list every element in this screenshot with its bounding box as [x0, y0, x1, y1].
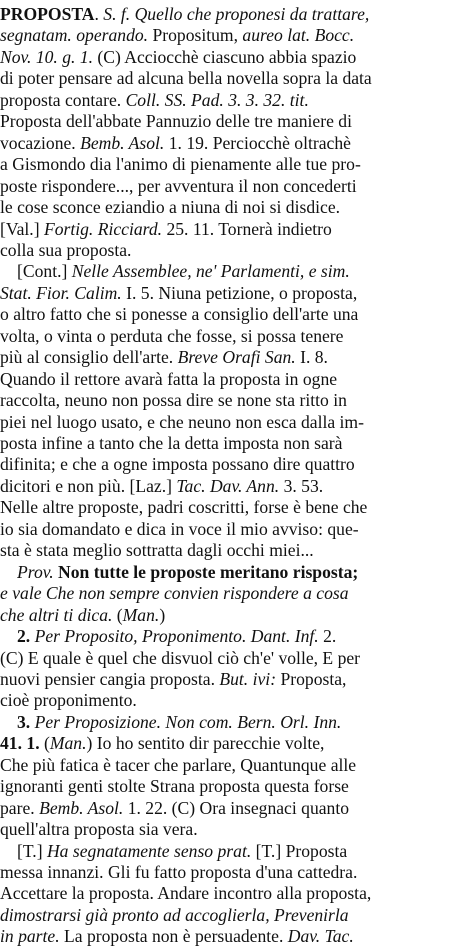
entry-line — [0, 67, 468, 91]
entry-text: Nov. 10. g. 1. — [0, 46, 94, 67]
entry-line — [0, 153, 468, 177]
entry-text: poste rispondere..., per avventura il non concederti — [0, 175, 357, 196]
entry-text: Nelle Assemblee, ne' Parlamenti, e sim. — [71, 261, 350, 282]
entry-line — [0, 239, 468, 263]
entry-text: segnatam. operando. — [0, 25, 149, 46]
entry-line — [0, 432, 468, 456]
entry-text: Che più fatica è tacer che parlare, Quantunque alle — [0, 754, 357, 775]
entry-text: Bemb. Asol. — [80, 132, 165, 153]
entry-text: La proposta non è persuadente. — [59, 926, 288, 947]
entry-line — [0, 882, 468, 906]
entry-text: Coll. SS. Pad. 3. 3. 32. tit. — [125, 89, 309, 110]
entry-text: ) Io ho sentito dir parecchie volte, — [86, 733, 325, 754]
entry-text: . — [94, 4, 104, 24]
entry-text: [T.] — [17, 840, 47, 861]
entry-line — [17, 260, 468, 284]
entry-text: 1. 19. Perciocchè oltrachè — [164, 132, 351, 153]
entry-line — [0, 604, 468, 628]
entry-text: ) — [159, 604, 166, 625]
entry-line — [0, 132, 468, 156]
entry-text: Proposta, — [276, 668, 347, 689]
entry-text: Per Proposito, Proponimento. Dant. Inf. — [34, 626, 319, 647]
entry-text: quell'altra proposta sia vera. — [0, 819, 198, 840]
entry-line — [17, 561, 468, 585]
entry-line — [0, 346, 468, 370]
entry-line — [0, 411, 468, 435]
entry-text: aureo lat. Bocc. — [242, 25, 355, 46]
entry-line — [0, 689, 468, 713]
entry-line — [0, 904, 468, 928]
entry-line — [0, 110, 468, 134]
entry-text: dimostrarsi già pronto ad accoglierla, Prevenirla — [0, 904, 349, 925]
entry-text: [T.] Proposta — [251, 840, 348, 861]
entry-text: ( — [39, 733, 50, 754]
entry-text: proposta contare. — [0, 89, 126, 110]
entry-text: 1. 22. (C) Ora insegnaci quanto — [123, 797, 350, 818]
entry-text: volta, o vinta o perduta che fosse, si possa tenere — [0, 325, 344, 346]
entry-line — [0, 453, 468, 477]
entry-line — [0, 325, 468, 349]
entry-text: colla sua proposta. — [0, 239, 132, 260]
entry-text: difinita; e che a ogne imposta possano dire quattro — [0, 454, 355, 475]
entry-text: Nelle altre proposte, padri coscritti, forse è bene che — [0, 497, 368, 518]
entry-text: I. 5. Niuna petizione, o proposta, — [121, 282, 358, 303]
entry-line — [0, 475, 468, 499]
entry-text: [Val.] — [0, 218, 44, 239]
entry-text: dicitori e non più. [Laz.] — [0, 475, 177, 496]
entry-text: nuovi pensier cangia proposta. — [0, 668, 220, 689]
entry-text: e vale Che non sempre convien rispondere a cosa — [0, 583, 349, 604]
entry-text: le cose sconce eziandio a niuna di noi si disdice. — [0, 197, 341, 218]
entry-text: che altri ti dica. — [0, 604, 113, 625]
entry-line — [0, 282, 468, 306]
entry-text: Breve Orafi San. — [177, 347, 296, 368]
entry-line — [0, 389, 468, 413]
entry-line — [0, 496, 468, 520]
entry-text: ( — [112, 604, 123, 625]
entry-line — [0, 24, 468, 48]
entry-text: io sia domandato e dica in voce il mio avviso: que- — [0, 518, 359, 539]
entry-text: di poter pensare ad alcuna bella novella sopra la data — [0, 68, 372, 89]
entry-line — [17, 625, 468, 649]
entry-text: 2. — [318, 626, 337, 647]
entry-text: più al consiglio dell'arte. — [0, 347, 178, 368]
entry-text: Stat. Fior. Calim. — [0, 282, 122, 303]
entry-line — [0, 732, 468, 756]
entry-line — [0, 539, 468, 563]
headword: PROPOSTA — [0, 4, 95, 24]
entry-line — [0, 775, 468, 799]
entry-text: Man. — [122, 604, 160, 625]
entry-text: Tac. Dav. Ann. — [176, 475, 280, 496]
entry-text: (C) E quale è quel che disvuol ciò ch'e' volle, E per — [0, 647, 361, 668]
entry-text: Accettare la proposta. Andare incontro alla proposta, — [0, 883, 372, 904]
entry-line — [0, 925, 468, 949]
entry-text: Proposta dell'abbate Pannuzio delle tre maniere di — [0, 111, 352, 132]
entry-text: 41. 1. — [0, 733, 40, 754]
entry-line — [0, 218, 468, 242]
entry-text: raccolta, neuno non possa dire se none sta ritto in — [0, 390, 347, 411]
entry-line — [0, 518, 468, 542]
entry-text: a Gismondo dia l'animo di pienamente alle tue pro- — [0, 154, 361, 175]
entry-text: ignoranti genti stolte Strana proposta questa forse — [0, 776, 349, 797]
entry-text: Prov. — [17, 561, 54, 582]
entry-line — [0, 668, 468, 692]
entry-line — [0, 3, 468, 27]
entry-text: Quando il rettore avarà fatta la proposta in ogne — [0, 368, 338, 389]
entry-text: Ha segnatamente senso prat. — [46, 840, 252, 861]
entry-text: 3. 53. — [279, 475, 324, 496]
entry-text: Per Proposizione. Non com. Bern. Orl. Inn. — [34, 711, 342, 732]
entry-text: Man. — [49, 733, 87, 754]
entry-line — [0, 797, 468, 821]
entry-text: I. 8. — [295, 347, 328, 368]
entry-text: sta è stata meglio sottratta dagli occhi miei... — [0, 540, 314, 561]
entry-text: Propositum, — [148, 25, 243, 46]
entry-line — [0, 89, 468, 113]
entry-text: But. ivi: — [219, 668, 277, 689]
entry-text: messa innanzi. Gli fu fatto proposta d'una cattedra. — [0, 862, 358, 882]
entry-text: 3. — [17, 711, 35, 732]
entry-text: piei nel luogo usato, e che neuno non esca dalla im- — [0, 411, 364, 432]
entry-line — [17, 711, 468, 735]
entry-line — [0, 175, 468, 199]
entry-line — [17, 840, 468, 864]
entry-text: S. f. Quello che proponesi da trattare, — [103, 4, 370, 24]
entry-text: Non tutte le proposte meritano risposta; — [53, 561, 359, 582]
entry-text: Dav. Tac. — [287, 926, 354, 947]
entry-text: vocazione. — [0, 132, 81, 153]
entry-line — [0, 818, 468, 842]
entry-line — [0, 196, 468, 220]
entry-text: 2. — [17, 626, 35, 647]
entry-text: in parte. — [0, 926, 60, 947]
entry-line — [0, 647, 468, 671]
entry-text: [Cont.] — [17, 261, 72, 282]
entry-text: cioè proponimento. — [0, 690, 137, 711]
entry-text: posta infine a tanto che la detta imposta non sarà — [0, 433, 343, 453]
entry-line — [0, 582, 468, 606]
entry-text: pare. — [0, 797, 40, 818]
entry-text: 25. 11. Tornerà indietro — [162, 218, 332, 239]
entry-line — [0, 754, 468, 778]
entry-line — [0, 861, 468, 885]
entry-text: o altro fatto che si ponesse a consiglio dell'arte una — [0, 304, 359, 325]
entry-line — [0, 46, 468, 70]
entry-text: (C) Acciocchè ciascuno abbia spazio — [93, 46, 357, 67]
entry-line — [0, 368, 468, 392]
entry-line — [0, 303, 468, 327]
entry-text: Fortig. Ricciard. — [43, 218, 163, 239]
entry-text: Bemb. Asol. — [39, 797, 124, 818]
